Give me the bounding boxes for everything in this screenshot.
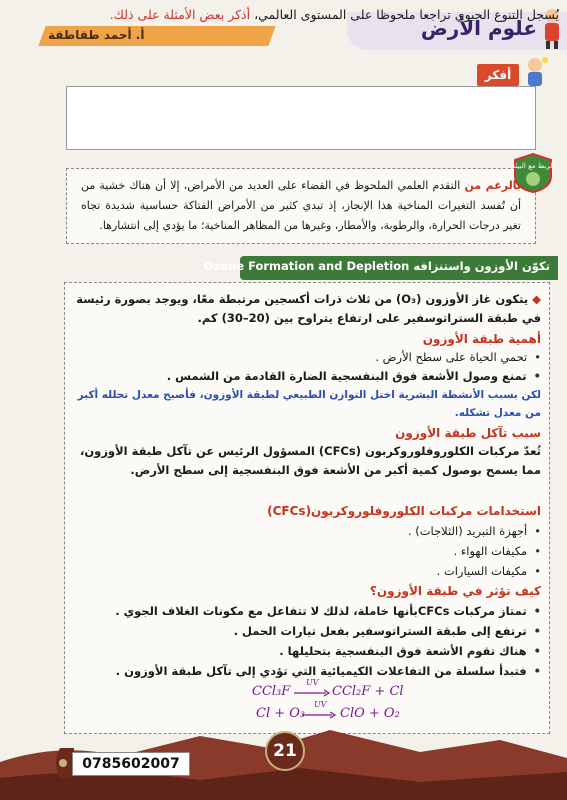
arrow-label: UV — [314, 700, 327, 709]
uses-item: • أجهزة التبريد (الثلاجات) . — [408, 522, 541, 540]
reaction-arrow-icon — [302, 711, 336, 719]
arrow-label: UV — [306, 678, 319, 687]
uses-item: • مكيفات السيارات . — [437, 562, 541, 580]
page-number: 21 — [273, 741, 297, 761]
importance-title: أهمية طبقة الأوزون — [422, 332, 541, 346]
badge-label: الربط مع البيئة — [511, 162, 555, 170]
human-impact-note: لكن بسبب الأنشطة البشرية اختل التوازن الطبيعي لطبقة الأوزون، فأصبح معدل تحلله أكبر من معدل تشكله. — [77, 389, 541, 419]
cause-title: سبب تآكل طبقة الأوزون — [395, 426, 541, 440]
how-item: • تمتاز مركبات CFCsبأنها خاملة، لذلك لا تتفاعل مع مكونات الغلاف الجوي . — [115, 602, 541, 620]
question-red: أذكر بعض الأمثلة على ذلك. — [109, 7, 251, 22]
equation-2-left: Cl + O₃ — [256, 706, 306, 721]
uses-title: استخدامات مركبات الكلوروفلوروكربون(CFCs) — [267, 504, 541, 518]
think-label: أفكر — [477, 64, 519, 86]
cause-text: تُعدّ مركبات الكلوروفلوروكربون (CFCs) المسؤول الرئيس عن تآكل طبقة الأوزون، مما يسمح بوصول كمية أكبر من الأشعة فوق البنفسجية إلى سطح الأرض. — [79, 444, 541, 477]
how-item: • فتبدأ سلسلة من التفاعلات الكيميائية التي تؤدي إلى تآكل طبقة الأوزون . — [116, 662, 541, 680]
question-main: يُسجل التنوع الحيوي تراجعا ملحوظا على المستوى العالمي، — [250, 7, 559, 22]
reaction-arrow-icon — [294, 689, 330, 697]
how-item: • هناك تقوم الأشعة فوق البنفسجية بتحليلها . — [279, 642, 541, 660]
how-title: كيف تؤثر في طبقة الأوزون؟ — [369, 584, 541, 598]
awareness-body: التقدم العلمي الملحوظ في القضاء على العديد من الأمراض، إلا أن هناك خشية من أن تُفسد التغيرات المناخية هذا الإنجاز، إذ تبدي كثير من الأمراض الفتاكة حساسية شديدة تجاه تغير درجات الحرارة، والرطوبة، والأمطار، وغيرها من المظاهر المناخية؛ ما يؤدي إلى انتشارها. — [81, 179, 521, 232]
ozone-intro: ◆ يتكون غاز الأوزون (O₃) من ثلاث ذرات أكسجين مرتبطة معًا، ويوجد بصورة رئيسة في طبقة الستراتوسفير على ارتفاع يتراوح بين (20–30) كم. — [76, 292, 541, 325]
awareness-text — [81, 176, 521, 236]
equation-2-right: ClO + O₂ — [340, 706, 400, 721]
uses-item: • مكيفات الهواء . — [454, 542, 541, 560]
importance-item: • تحمي الحياة على سطح الأرض . — [375, 348, 541, 366]
question-text — [109, 6, 559, 24]
equation-1-left: CCl₃F — [252, 684, 291, 699]
section-title: تكوّن الأوزون واستنزافه Ozone Formation and Depletion — [203, 259, 550, 273]
phone-tag-icon — [52, 748, 74, 778]
equation-1-right: CCl₂F + Cl — [332, 684, 404, 699]
subject-title: علوم الأرض — [420, 16, 537, 40]
author-name: أ. أحمد طقاطقة — [48, 28, 145, 42]
phone-number: 0785602007 — [72, 752, 190, 776]
question-box — [66, 86, 536, 150]
awareness-lead: بالرغم من — [464, 179, 522, 192]
how-item: • ترتفع إلى طبقة الستراتوسفير بفعل تيارات الحمل . — [234, 622, 541, 640]
importance-item: • تمنع وصول الأشعة فوق البنفسجية الضارة القادمة من الشمس . — [167, 367, 541, 385]
